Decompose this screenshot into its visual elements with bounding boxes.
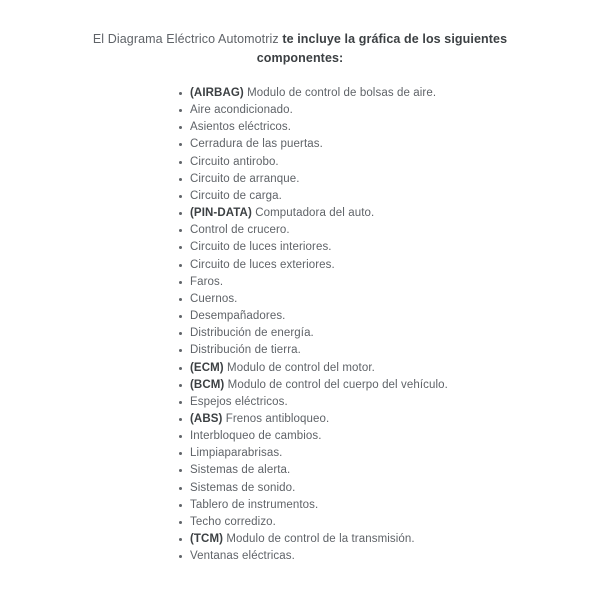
list-item xyxy=(190,291,600,308)
page-title-line1 xyxy=(0,30,600,49)
list-item xyxy=(190,205,600,222)
bullet-icon xyxy=(179,298,182,301)
bullet-icon xyxy=(179,435,182,438)
item-text: Circuito antirobo. xyxy=(190,155,279,168)
item-text: Interbloqueo de cambios. xyxy=(190,430,322,443)
item-text: Sistemas de sonido. xyxy=(190,481,296,494)
list-item xyxy=(190,257,600,274)
bullet-icon xyxy=(179,452,182,455)
item-text: Techo corredizo. xyxy=(190,515,276,528)
list-item xyxy=(190,102,600,119)
bullet-icon xyxy=(179,418,182,421)
bullet-icon xyxy=(179,384,182,387)
item-text: Aire acondicionado. xyxy=(190,104,293,117)
list-item xyxy=(190,445,600,462)
list-item xyxy=(190,462,600,479)
list-item xyxy=(190,325,600,342)
bullet-icon xyxy=(179,246,182,249)
bullet-icon xyxy=(179,349,182,352)
item-text: Ventanas eléctricas. xyxy=(190,550,295,563)
item-text: Limpiaparabrisas. xyxy=(190,447,283,460)
bullet-icon xyxy=(179,538,182,541)
list-item xyxy=(190,548,600,565)
bullet-icon xyxy=(179,555,182,558)
bullet-icon xyxy=(179,469,182,472)
item-text: Modulo de control de bolsas de aire. xyxy=(243,87,437,99)
item-text: Modulo de control del cuerpo del vehículo. xyxy=(224,378,448,391)
item-text: Tablero de instrumentos. xyxy=(190,498,319,511)
item-text: Distribución de energía. xyxy=(190,327,314,340)
list-item xyxy=(190,239,600,256)
page-title-line2: componentes: xyxy=(256,51,344,65)
bullet-icon xyxy=(179,126,182,129)
list-item xyxy=(190,411,600,428)
bullet-icon xyxy=(179,195,182,198)
list-item xyxy=(190,171,600,188)
page-title-bold-part: te incluye la gráfica de los siguientes xyxy=(278,32,508,46)
list-item xyxy=(190,222,600,239)
list-item xyxy=(190,514,600,531)
item-text: Circuito de carga. xyxy=(190,189,282,202)
list-item xyxy=(190,480,600,497)
list-item xyxy=(190,377,600,394)
list-item xyxy=(190,274,600,291)
item-text: Modulo de control del motor. xyxy=(223,361,375,374)
bullet-icon xyxy=(179,212,182,215)
item-text: Frenos antibloqueo. xyxy=(222,412,330,425)
list-item xyxy=(190,428,600,445)
page-title-intro: El Diagrama Eléctrico Automotriz xyxy=(92,32,279,46)
bullet-icon xyxy=(179,178,182,181)
item-keyword: (PIN-DATA) xyxy=(190,207,252,220)
bullet-icon xyxy=(179,487,182,490)
item-text: Modulo de control de la transmisión. xyxy=(223,533,415,546)
bullet-icon xyxy=(179,109,182,112)
bullet-icon xyxy=(179,332,182,335)
bullet-icon xyxy=(179,521,182,524)
bullet-icon xyxy=(179,229,182,232)
item-keyword: (ECM) xyxy=(190,361,224,374)
list-item xyxy=(190,308,600,325)
bullet-icon xyxy=(179,92,182,95)
item-text: Cuernos. xyxy=(190,292,238,305)
bullet-icon xyxy=(179,281,182,284)
item-text: Distribución de tierra. xyxy=(190,344,301,357)
item-text: Control de crucero. xyxy=(190,224,290,237)
list-item xyxy=(190,360,600,377)
component-list xyxy=(190,85,600,565)
item-text: Asientos eléctricos. xyxy=(190,121,292,134)
item-text: Faros. xyxy=(190,275,224,288)
bullet-icon xyxy=(179,367,182,370)
bullet-icon xyxy=(179,143,182,146)
item-keyword: (ABS) xyxy=(190,412,223,425)
item-text: Cerradura de las puertas. xyxy=(190,138,323,151)
list-item xyxy=(190,342,600,359)
bullet-icon xyxy=(179,401,182,404)
item-text: Circuito de luces interiores. xyxy=(190,241,332,254)
bullet-icon xyxy=(179,504,182,507)
item-text: Desempañadores. xyxy=(190,310,286,323)
list-item xyxy=(190,497,600,514)
list-item xyxy=(190,188,600,205)
item-text: Circuito de luces exteriores. xyxy=(190,258,335,271)
page-title xyxy=(0,30,600,68)
list-item xyxy=(190,531,600,548)
list-item xyxy=(190,394,600,411)
item-text: Circuito de arranque. xyxy=(190,172,300,185)
list-item xyxy=(190,154,600,171)
bullet-icon xyxy=(179,161,182,164)
item-keyword: (AIRBAG) xyxy=(190,87,244,99)
bullet-icon xyxy=(179,264,182,267)
list-item xyxy=(190,119,600,136)
item-text: Computadora del auto. xyxy=(251,207,375,220)
item-text: Sistemas de alerta. xyxy=(190,464,291,477)
item-keyword: (TCM) xyxy=(190,533,224,546)
list-item xyxy=(190,136,600,153)
item-text: Espejos eléctricos. xyxy=(190,395,288,408)
bullet-icon xyxy=(179,315,182,318)
list-item xyxy=(190,85,600,102)
item-keyword: (BCM) xyxy=(190,378,225,391)
